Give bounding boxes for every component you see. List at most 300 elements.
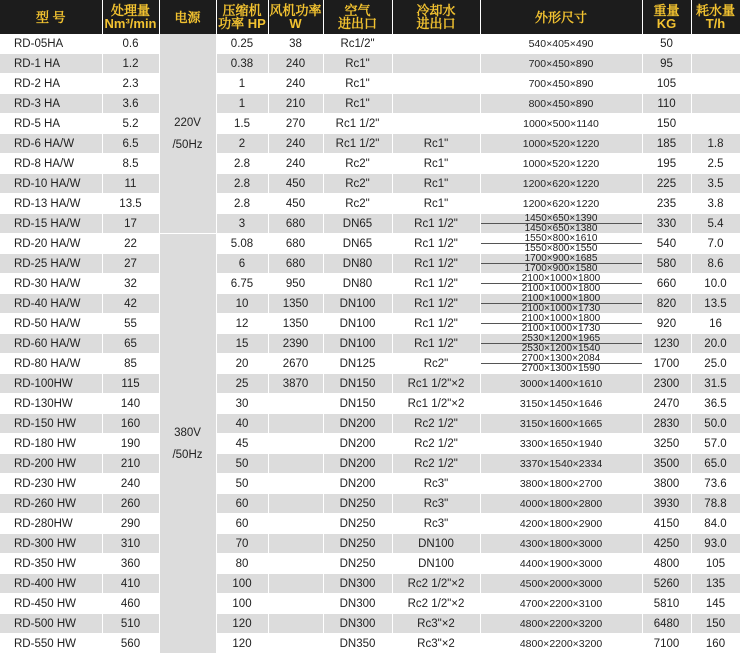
water-port-cell: Rc1 1/2"×2 bbox=[392, 394, 480, 414]
dimensions-cell: 4800×2200×3200 bbox=[480, 614, 642, 634]
dimension-line: 1700×900×1685 bbox=[481, 254, 642, 264]
consumption-cell: 160 bbox=[691, 634, 740, 654]
fan-cell bbox=[268, 414, 323, 434]
consumption-cell bbox=[691, 74, 740, 94]
power-label: /50Hz bbox=[172, 448, 203, 461]
header-row bbox=[0, 0, 740, 34]
consumption-cell: 1.8 bbox=[691, 134, 740, 154]
water-port-cell bbox=[392, 54, 480, 74]
water-port-cell: Rc2 1/2"×2 bbox=[392, 594, 480, 614]
fan-cell: 210 bbox=[268, 94, 323, 114]
water-port-cell: Rc2 1/2" bbox=[392, 454, 480, 474]
model-cell: RD-30 HA/W bbox=[0, 274, 102, 294]
dimension-line: 2100×1000×1800 bbox=[481, 274, 642, 284]
header-water bbox=[392, 0, 480, 34]
weight-cell: 660 bbox=[642, 274, 691, 294]
model-cell: RD-6 HA/W bbox=[0, 134, 102, 154]
fan-cell: 240 bbox=[268, 74, 323, 94]
consumption-cell: 150 bbox=[691, 614, 740, 634]
consumption-cell: 16 bbox=[691, 314, 740, 334]
compressor-cell: 10 bbox=[216, 294, 268, 314]
air-port-cell: DN200 bbox=[323, 474, 392, 494]
dimensions-cell: 3150×1450×1646 bbox=[480, 394, 642, 414]
dimensions-cell: 3000×1400×1610 bbox=[480, 374, 642, 394]
air-port-cell: DN300 bbox=[323, 574, 392, 594]
dimensions-cell: 4400×1900×3000 bbox=[480, 554, 642, 574]
consumption-cell: 145 bbox=[691, 594, 740, 614]
table-row bbox=[0, 74, 740, 94]
weight-cell: 150 bbox=[642, 114, 691, 134]
water-port-cell: Rc3" bbox=[392, 474, 480, 494]
weight-cell: 4150 bbox=[642, 514, 691, 534]
flow-cell: 22 bbox=[102, 234, 159, 254]
fan-cell bbox=[268, 554, 323, 574]
flow-cell: 290 bbox=[102, 514, 159, 534]
model-cell: RD-10 HA/W bbox=[0, 174, 102, 194]
header-flow-label: 处理量 bbox=[110, 3, 150, 18]
water-port-cell: Rc3"×2 bbox=[392, 634, 480, 654]
model-cell: RD-15 HA/W bbox=[0, 214, 102, 234]
consumption-cell: 10.0 bbox=[691, 274, 740, 294]
table-row bbox=[0, 234, 740, 254]
dimension-line: 2530×1200×1965 bbox=[481, 334, 642, 344]
model-cell: RD-400 HW bbox=[0, 574, 102, 594]
table-row bbox=[0, 54, 740, 74]
flow-cell: 360 bbox=[102, 554, 159, 574]
dimensions-cell: 1000×520×1220 bbox=[480, 154, 642, 174]
dimensions-cell bbox=[480, 354, 642, 374]
header-compressor bbox=[216, 0, 268, 34]
flow-cell: 0.6 bbox=[102, 34, 159, 54]
model-cell: RD-1 HA bbox=[0, 54, 102, 74]
dimension-line: 2100×1000×1730 bbox=[521, 323, 601, 334]
weight-cell: 580 bbox=[642, 254, 691, 274]
weight-cell: 1230 bbox=[642, 334, 691, 354]
table-row bbox=[0, 614, 740, 634]
consumption-cell: 84.0 bbox=[691, 514, 740, 534]
flow-cell: 460 bbox=[102, 594, 159, 614]
air-port-cell: Rc1" bbox=[323, 54, 392, 74]
compressor-cell: 30 bbox=[216, 394, 268, 414]
consumption-cell bbox=[691, 114, 740, 134]
water-port-cell: DN100 bbox=[392, 534, 480, 554]
model-cell: RD-50 HA/W bbox=[0, 314, 102, 334]
dimensions-cell bbox=[480, 314, 642, 334]
water-port-cell: Rc1 1/2" bbox=[392, 294, 480, 314]
dimensions-cell bbox=[480, 234, 642, 254]
weight-cell: 2830 bbox=[642, 414, 691, 434]
model-cell: RD-80 HA/W bbox=[0, 354, 102, 374]
dimension-line: 2100×1000×1800 bbox=[481, 314, 642, 324]
header-compressor-label: 压缩机 bbox=[222, 3, 262, 18]
consumption-cell bbox=[691, 54, 740, 74]
dimensions-cell: 3150×1600×1665 bbox=[480, 414, 642, 434]
flow-cell: 190 bbox=[102, 434, 159, 454]
model-cell: RD-3 HA bbox=[0, 94, 102, 114]
air-port-cell: DN200 bbox=[323, 434, 392, 454]
fan-cell bbox=[268, 434, 323, 454]
model-cell: RD-350 HW bbox=[0, 554, 102, 574]
water-port-cell: Rc1 1/2" bbox=[392, 254, 480, 274]
compressor-cell: 3 bbox=[216, 214, 268, 234]
consumption-cell bbox=[691, 34, 740, 54]
dimensions-cell: 1200×620×1220 bbox=[480, 174, 642, 194]
compressor-cell: 0.38 bbox=[216, 54, 268, 74]
fan-cell: 680 bbox=[268, 214, 323, 234]
dimensions-cell bbox=[480, 334, 642, 354]
compressor-cell: 100 bbox=[216, 594, 268, 614]
dimension-line: 2700×1300×1590 bbox=[521, 363, 601, 374]
fan-cell: 2670 bbox=[268, 354, 323, 374]
model-cell: RD-550 HW bbox=[0, 634, 102, 654]
weight-cell: 2470 bbox=[642, 394, 691, 414]
model-cell: RD-20 HA/W bbox=[0, 234, 102, 254]
header-flow-unit: Nm³/min bbox=[104, 16, 157, 31]
consumption-cell: 8.6 bbox=[691, 254, 740, 274]
compressor-cell: 15 bbox=[216, 334, 268, 354]
table-row bbox=[0, 394, 740, 414]
water-port-cell: DN100 bbox=[392, 554, 480, 574]
compressor-cell: 60 bbox=[216, 494, 268, 514]
compressor-cell: 5.08 bbox=[216, 234, 268, 254]
model-cell: RD-130HW bbox=[0, 394, 102, 414]
air-port-cell: Rc1" bbox=[323, 94, 392, 114]
fan-cell: 240 bbox=[268, 154, 323, 174]
weight-cell: 1700 bbox=[642, 354, 691, 374]
power-label: /50Hz bbox=[172, 138, 203, 151]
header-air-label: 空气 bbox=[344, 3, 371, 18]
air-port-cell: Rc1" bbox=[323, 74, 392, 94]
dimensions-cell: 4500×2000×3000 bbox=[480, 574, 642, 594]
dimension-line: 2100×1000×1800 bbox=[481, 294, 642, 304]
compressor-cell: 50 bbox=[216, 454, 268, 474]
flow-cell: 42 bbox=[102, 294, 159, 314]
fan-cell bbox=[268, 394, 323, 414]
table-row bbox=[0, 514, 740, 534]
header-dims bbox=[480, 0, 642, 34]
fan-cell bbox=[268, 534, 323, 554]
flow-cell: 1.2 bbox=[102, 54, 159, 74]
header-water-label: 冷却水 bbox=[416, 3, 456, 18]
weight-cell: 110 bbox=[642, 94, 691, 114]
flow-cell: 85 bbox=[102, 354, 159, 374]
table-row bbox=[0, 594, 740, 614]
header-dims-label: 外形尺寸 bbox=[534, 9, 587, 25]
air-port-cell: DN250 bbox=[323, 554, 392, 574]
header-air bbox=[323, 0, 392, 34]
model-cell: RD-2 HA bbox=[0, 74, 102, 94]
consumption-cell: 105 bbox=[691, 554, 740, 574]
dimensions-cell: 3370×1540×2334 bbox=[480, 454, 642, 474]
dimensions-cell: 700×450×890 bbox=[480, 54, 642, 74]
model-cell: RD-13 HA/W bbox=[0, 194, 102, 214]
weight-cell: 3800 bbox=[642, 474, 691, 494]
dimensions-cell bbox=[480, 274, 642, 294]
fan-cell bbox=[268, 614, 323, 634]
air-port-cell: DN125 bbox=[323, 354, 392, 374]
compressor-cell: 1.5 bbox=[216, 114, 268, 134]
model-cell: RD-180 HW bbox=[0, 434, 102, 454]
dimension-line: 2100×1000×1800 bbox=[521, 283, 601, 294]
fan-cell bbox=[268, 494, 323, 514]
header-fan bbox=[268, 0, 323, 34]
dimension-line: 2700×1300×2084 bbox=[481, 354, 642, 364]
air-port-cell: DN300 bbox=[323, 614, 392, 634]
fan-cell: 450 bbox=[268, 174, 323, 194]
compressor-cell: 45 bbox=[216, 434, 268, 454]
water-port-cell: Rc2 1/2"×2 bbox=[392, 574, 480, 594]
dimension-line: 1450×650×1380 bbox=[524, 223, 598, 234]
header-air-sub: 进出口 bbox=[337, 16, 377, 31]
consumption-cell: 3.5 bbox=[691, 174, 740, 194]
table-row bbox=[0, 474, 740, 494]
header-water-sub: 进出口 bbox=[416, 16, 456, 31]
table-row bbox=[0, 194, 740, 214]
compressor-cell: 60 bbox=[216, 514, 268, 534]
water-port-cell: Rc1 1/2"×2 bbox=[392, 374, 480, 394]
fan-cell: 950 bbox=[268, 274, 323, 294]
dimensions-cell: 1200×620×1220 bbox=[480, 194, 642, 214]
header-model-label: 型 号 bbox=[35, 9, 66, 25]
weight-cell: 5260 bbox=[642, 574, 691, 594]
air-port-cell: DN65 bbox=[323, 214, 392, 234]
weight-cell: 540 bbox=[642, 234, 691, 254]
model-cell: RD-500 HW bbox=[0, 614, 102, 634]
consumption-cell: 73.6 bbox=[691, 474, 740, 494]
header-consumption bbox=[691, 0, 740, 34]
weight-cell: 4800 bbox=[642, 554, 691, 574]
flow-cell: 65 bbox=[102, 334, 159, 354]
compressor-cell: 20 bbox=[216, 354, 268, 374]
model-cell: RD-230 HW bbox=[0, 474, 102, 494]
flow-cell: 240 bbox=[102, 474, 159, 494]
air-port-cell: DN100 bbox=[323, 314, 392, 334]
water-port-cell: Rc1" bbox=[392, 194, 480, 214]
flow-cell: 5.2 bbox=[102, 114, 159, 134]
fan-cell bbox=[268, 514, 323, 534]
water-port-cell: Rc1 1/2" bbox=[392, 334, 480, 354]
header-power bbox=[159, 0, 216, 34]
table-row bbox=[0, 174, 740, 194]
table-row bbox=[0, 314, 740, 334]
water-port-cell bbox=[392, 74, 480, 94]
dimensions-cell: 540×405×490 bbox=[480, 34, 642, 54]
dimension-line: 1550×800×1610 bbox=[481, 234, 642, 244]
air-port-cell: DN150 bbox=[323, 394, 392, 414]
header-fan-label: 风机功率 bbox=[269, 3, 322, 18]
air-port-cell: DN300 bbox=[323, 594, 392, 614]
header-consumption-unit: T/h bbox=[705, 16, 726, 31]
table-row bbox=[0, 274, 740, 294]
air-port-cell: DN200 bbox=[323, 414, 392, 434]
dimension-line: 1550×800×1550 bbox=[524, 243, 598, 254]
header-consumption-label: 耗水量 bbox=[695, 3, 735, 18]
air-port-cell: DN80 bbox=[323, 254, 392, 274]
compressor-cell: 6.75 bbox=[216, 274, 268, 294]
compressor-cell: 2.8 bbox=[216, 174, 268, 194]
fan-cell bbox=[268, 574, 323, 594]
air-port-cell: DN80 bbox=[323, 274, 392, 294]
air-port-cell: DN65 bbox=[323, 234, 392, 254]
compressor-cell: 25 bbox=[216, 374, 268, 394]
weight-cell: 105 bbox=[642, 74, 691, 94]
power-label: 380V bbox=[174, 426, 201, 439]
air-port-cell: DN350 bbox=[323, 634, 392, 654]
fan-cell: 270 bbox=[268, 114, 323, 134]
air-port-cell: Rc1 1/2" bbox=[323, 114, 392, 134]
dimension-line: 2530×1200×1540 bbox=[521, 343, 601, 354]
weight-cell: 195 bbox=[642, 154, 691, 174]
consumption-cell: 3.8 bbox=[691, 194, 740, 214]
model-cell: RD-150 HW bbox=[0, 414, 102, 434]
water-port-cell bbox=[392, 94, 480, 114]
flow-cell: 3.6 bbox=[102, 94, 159, 114]
dimensions-cell: 1000×520×1220 bbox=[480, 134, 642, 154]
table-row bbox=[0, 254, 740, 274]
compressor-cell: 0.25 bbox=[216, 34, 268, 54]
air-port-cell: Rc2" bbox=[323, 174, 392, 194]
consumption-cell: 65.0 bbox=[691, 454, 740, 474]
model-cell: RD-260 HW bbox=[0, 494, 102, 514]
consumption-cell: 50.0 bbox=[691, 414, 740, 434]
flow-cell: 27 bbox=[102, 254, 159, 274]
flow-cell: 510 bbox=[102, 614, 159, 634]
dimensions-cell bbox=[480, 254, 642, 274]
flow-cell: 2.3 bbox=[102, 74, 159, 94]
header-model bbox=[0, 0, 102, 34]
dimensions-cell bbox=[480, 294, 642, 314]
compressor-cell: 80 bbox=[216, 554, 268, 574]
table-row bbox=[0, 414, 740, 434]
consumption-cell: 36.5 bbox=[691, 394, 740, 414]
power-label: 220V bbox=[174, 116, 201, 129]
fan-cell: 240 bbox=[268, 54, 323, 74]
dimensions-cell: 4300×1800×3000 bbox=[480, 534, 642, 554]
table-row bbox=[0, 634, 740, 654]
model-cell: RD-300 HW bbox=[0, 534, 102, 554]
air-port-cell: Rc2" bbox=[323, 154, 392, 174]
consumption-cell: 25.0 bbox=[691, 354, 740, 374]
air-port-cell: DN100 bbox=[323, 294, 392, 314]
weight-cell: 3930 bbox=[642, 494, 691, 514]
dimensions-cell: 4000×1800×2800 bbox=[480, 494, 642, 514]
consumption-cell: 13.5 bbox=[691, 294, 740, 314]
flow-cell: 310 bbox=[102, 534, 159, 554]
air-port-cell: Rc2" bbox=[323, 194, 392, 214]
fan-cell: 680 bbox=[268, 234, 323, 254]
water-port-cell: Rc1" bbox=[392, 174, 480, 194]
weight-cell: 4250 bbox=[642, 534, 691, 554]
flow-cell: 115 bbox=[102, 374, 159, 394]
flow-cell: 410 bbox=[102, 574, 159, 594]
compressor-cell: 6 bbox=[216, 254, 268, 274]
header-power-label: 电源 bbox=[174, 9, 201, 25]
consumption-cell: 20.0 bbox=[691, 334, 740, 354]
fan-cell: 3870 bbox=[268, 374, 323, 394]
water-port-cell: Rc3" bbox=[392, 514, 480, 534]
flow-cell: 55 bbox=[102, 314, 159, 334]
compressor-cell: 120 bbox=[216, 614, 268, 634]
header-fan-unit: W bbox=[289, 16, 302, 31]
air-port-cell: DN250 bbox=[323, 534, 392, 554]
fan-cell: 450 bbox=[268, 194, 323, 214]
weight-cell: 6480 bbox=[642, 614, 691, 634]
flow-cell: 260 bbox=[102, 494, 159, 514]
compressor-cell: 50 bbox=[216, 474, 268, 494]
consumption-cell: 135 bbox=[691, 574, 740, 594]
dimensions-cell: 3300×1650×1940 bbox=[480, 434, 642, 454]
fan-cell bbox=[268, 634, 323, 654]
flow-cell: 210 bbox=[102, 454, 159, 474]
fan-cell bbox=[268, 454, 323, 474]
air-port-cell: Rc1 1/2" bbox=[323, 134, 392, 154]
header-flow bbox=[102, 0, 159, 34]
water-port-cell: Rc1 1/2" bbox=[392, 214, 480, 234]
flow-cell: 11 bbox=[102, 174, 159, 194]
fan-cell: 1350 bbox=[268, 314, 323, 334]
weight-cell: 5810 bbox=[642, 594, 691, 614]
table-row bbox=[0, 554, 740, 574]
spec-table-body bbox=[0, 34, 740, 654]
weight-cell: 235 bbox=[642, 194, 691, 214]
air-port-cell: DN250 bbox=[323, 494, 392, 514]
table-row bbox=[0, 34, 740, 54]
fan-cell: 240 bbox=[268, 134, 323, 154]
dimensions-cell bbox=[480, 214, 642, 234]
water-port-cell: Rc1 1/2" bbox=[392, 314, 480, 334]
fan-cell: 2390 bbox=[268, 334, 323, 354]
air-port-cell: DN100 bbox=[323, 334, 392, 354]
compressor-cell: 12 bbox=[216, 314, 268, 334]
weight-cell: 95 bbox=[642, 54, 691, 74]
dimensions-cell: 4800×2200×3200 bbox=[480, 634, 642, 654]
header-weight bbox=[642, 0, 691, 34]
table-row bbox=[0, 534, 740, 554]
flow-cell: 140 bbox=[102, 394, 159, 414]
table-row bbox=[0, 434, 740, 454]
compressor-cell: 100 bbox=[216, 574, 268, 594]
weight-cell: 7100 bbox=[642, 634, 691, 654]
flow-cell: 8.5 bbox=[102, 154, 159, 174]
header-weight-label: 重量 KG bbox=[653, 3, 680, 31]
dimensions-cell: 1000×500×1140 bbox=[480, 114, 642, 134]
water-port-cell: Rc3"×2 bbox=[392, 614, 480, 634]
table-row bbox=[0, 354, 740, 374]
table-row bbox=[0, 94, 740, 114]
water-port-cell: Rc3" bbox=[392, 494, 480, 514]
model-cell: RD-40 HA/W bbox=[0, 294, 102, 314]
dimensions-cell: 3800×1800×2700 bbox=[480, 474, 642, 494]
water-port-cell: Rc2" bbox=[392, 354, 480, 374]
water-port-cell: Rc2 1/2" bbox=[392, 414, 480, 434]
model-cell: RD-200 HW bbox=[0, 454, 102, 474]
dimensions-cell: 4200×1800×2900 bbox=[480, 514, 642, 534]
table-row bbox=[0, 334, 740, 354]
table-row bbox=[0, 214, 740, 234]
table-row bbox=[0, 574, 740, 594]
weight-cell: 2300 bbox=[642, 374, 691, 394]
model-cell: RD-280HW bbox=[0, 514, 102, 534]
weight-cell: 50 bbox=[642, 34, 691, 54]
model-cell: RD-100HW bbox=[0, 374, 102, 394]
dimensions-cell: 4700×2200×3100 bbox=[480, 594, 642, 614]
flow-cell: 17 bbox=[102, 214, 159, 234]
model-cell: RD-450 HW bbox=[0, 594, 102, 614]
table-row bbox=[0, 374, 740, 394]
model-cell: RD-60 HA/W bbox=[0, 334, 102, 354]
consumption-cell: 78.8 bbox=[691, 494, 740, 514]
consumption-cell: 5.4 bbox=[691, 214, 740, 234]
